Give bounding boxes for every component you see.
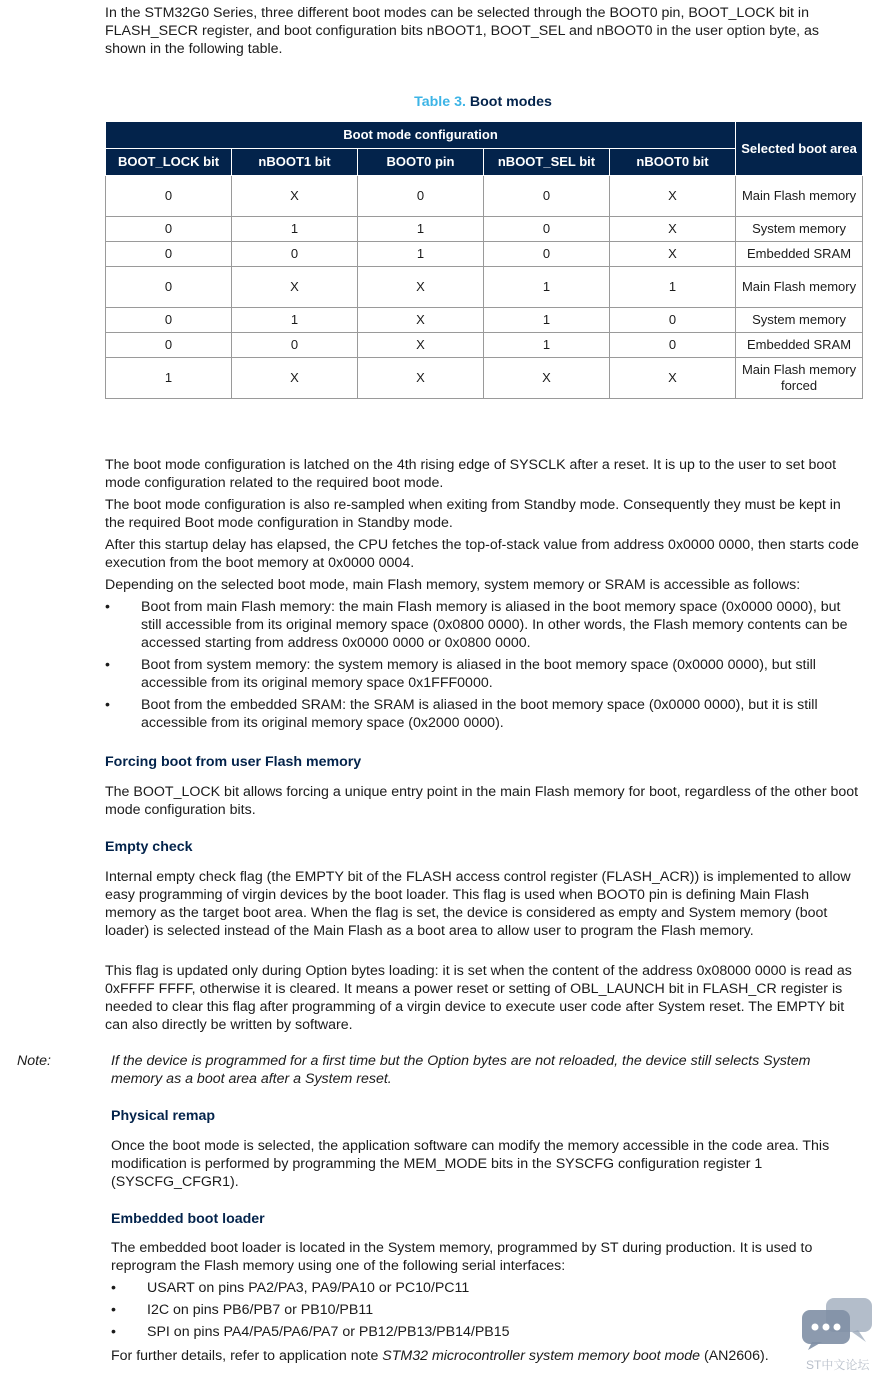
table-cell: System memory — [736, 308, 863, 333]
boot-mode-description — [105, 456, 863, 736]
physical-remap-heading: Physical remap — [111, 1108, 216, 1124]
table-cell: 0 — [232, 242, 358, 267]
table-cell: X — [358, 333, 484, 358]
list-item — [111, 1301, 863, 1319]
paragraph: The boot mode configuration is also re-sampled when exiting from Standby mode. Consequently they must be kept in the required Boot mode configuration in Standby mode. — [105, 497, 841, 531]
table-cell: Embedded SRAM — [736, 333, 863, 358]
table-cell: X — [358, 308, 484, 333]
table-cell: Main Flash memory — [736, 176, 863, 217]
table-caption — [105, 93, 861, 111]
table-column-header: nBOOT_SEL bit — [484, 149, 610, 176]
boot-access-list — [105, 598, 863, 732]
list-item — [105, 656, 863, 692]
table-cell: System memory — [736, 217, 863, 242]
table-cell: X — [232, 267, 358, 308]
table-group-header: Boot mode configuration — [106, 122, 736, 149]
list-item — [105, 696, 863, 732]
physical-remap-text: Once the boot mode is selected, the application software can modify the memory accessible in the code area. This modification is performed by programming the MEM_MODE bits in the SYSCFG configuration register 1 (SYSCFG_CFGR1). — [111, 1138, 830, 1190]
table-cell: X — [610, 242, 736, 267]
table-cell: 0 — [358, 176, 484, 217]
table-cell: 0 — [106, 333, 232, 358]
list-item-text: Boot from main Flash memory: the main Flash memory is aliased in the boot memory space (0x0000 0000), but still accessible from its original memory space (0x0800 0000). In other words, the Flash memory contents can be accessed starting from address 0x0000 0000 or 0x0800 0000. — [141, 599, 848, 651]
table-cell: Main Flash memory — [736, 267, 863, 308]
empty-check-paragraph-1: Internal empty check flag (the EMPTY bit of the FLASH access control register (FLASH_ACR)) is implemented to allow easy programming of virgin devices by the boot loader. This flag is used when BOOT0 pin is defining Main Flash memory as the target boot area. When the flag is set, the device is considered as empty and System memory (boot loader) is selected instead of the Main Flash as a boot area to allow user to program the Flash memory. — [105, 869, 851, 939]
boot-loader-section — [111, 1239, 863, 1365]
table-cell: 1 — [358, 242, 484, 267]
serial-interfaces-list — [111, 1279, 863, 1341]
list-item — [111, 1279, 863, 1297]
paragraph: The boot mode configuration is latched on the 4th rising edge of SYSCLK after a reset. It is up to the user to set boot mode configuration related to the required boot mode. — [105, 457, 837, 491]
boot-loader-heading: Embedded boot loader — [111, 1211, 265, 1227]
table-cell: 1 — [106, 358, 232, 399]
table-cell: X — [232, 176, 358, 217]
note-label: Note: — [17, 1053, 51, 1069]
table-cell: 1 — [610, 267, 736, 308]
table-caption-number: Table 3. — [414, 94, 466, 110]
list-item-text: USART on pins PA2/PA3, PA9/PA10 or PC10/PC11 — [147, 1280, 470, 1296]
table-cell: X — [610, 176, 736, 217]
note-text: If the device is programmed for a first time but the Option bytes are not reloaded, the device still selects System memory as a boot area after a System reset. — [111, 1053, 811, 1087]
table-row — [106, 242, 863, 267]
table-cell: X — [358, 358, 484, 399]
table-cell: 0 — [484, 176, 610, 217]
table-cell: 1 — [484, 333, 610, 358]
table-cell: 1 — [484, 267, 610, 308]
table-row — [106, 267, 863, 308]
table-area-header: Selected boot area — [736, 122, 863, 176]
empty-check-paragraph-2: This flag is updated only during Option bytes loading: it is set when the content of the address 0x08000 0000 is read as 0xFFFF FFFF, otherwise it is cleared. It means a power reset or setting of OBL_LAUNCH bit in FLASH_CR register is needed to clear this flag after programming of a virgin device to execute user code after System reset. The EMPTY bit can also directly be written by software. — [105, 963, 852, 1033]
table-cell: 1 — [232, 308, 358, 333]
bullet-glyph: • — [105, 599, 110, 615]
intro-paragraph: In the STM32G0 Series, three different boot modes can be selected through the BOOT0 pin, BOOT_LOCK bit in FLASH_SECR register, and boot configuration bits nBOOT1, BOOT_SEL and nBOOT0 in the user option byte, as shown in the following table. — [105, 5, 819, 57]
bullet-glyph: • — [111, 1302, 116, 1318]
table-cell: X — [358, 267, 484, 308]
list-item-text: Boot from system memory: the system memory is aliased in the boot memory space (0x0000 0000), but still accessible from its original memory space 0x1FFF0000. — [141, 657, 816, 691]
table-caption-title: Boot modes — [469, 94, 552, 110]
table-cell: X — [484, 358, 610, 399]
table-cell: 0 — [232, 333, 358, 358]
forcing-boot-text: The BOOT_LOCK bit allows forcing a unique entry point in the main Flash memory for boot, regardless of the other boot mode configuration bits. — [105, 784, 859, 818]
table-row — [106, 358, 863, 399]
table-cell: 0 — [610, 308, 736, 333]
table-cell: 0 — [106, 267, 232, 308]
table-cell: 0 — [106, 217, 232, 242]
table-cell: Main Flash memory forced — [736, 358, 863, 399]
table-cell: X — [232, 358, 358, 399]
boot-loader-text: The embedded boot loader is located in the System memory, programmed by ST during production. It is used to reprogram the Flash memory using one of the following serial interfaces: — [111, 1240, 813, 1274]
table-cell: 0 — [484, 217, 610, 242]
bullet-glyph: • — [111, 1280, 116, 1296]
paragraph: After this startup delay has elapsed, the CPU fetches the top-of-stack value from address 0x0000 0000, then starts code execution from the boot memory at 0x0000 0004. — [105, 537, 859, 571]
table-cell: 1 — [484, 308, 610, 333]
list-item-text: I2C on pins PB6/PB7 or PB10/PB11 — [147, 1302, 374, 1318]
table-cell: 0 — [106, 176, 232, 217]
forcing-boot-heading: Forcing boot from user Flash memory — [105, 754, 362, 770]
list-item-text: SPI on pins PA4/PA5/PA6/PA7 or PB12/PB13/PB14/PB15 — [147, 1324, 510, 1340]
paragraph: Depending on the selected boot mode, main Flash memory, system memory or SRAM is accessible as follows: — [105, 577, 801, 593]
further-details-prefix: For further details, refer to application note — [111, 1348, 383, 1364]
further-details — [111, 1347, 863, 1365]
bullet-glyph: • — [105, 657, 110, 673]
empty-check-heading: Empty check — [105, 839, 193, 855]
list-item-text: Boot from the embedded SRAM: the SRAM is aliased in the boot memory space (0x0000 0000), but it is still accessible from its original memory space (0x2000 0000). — [141, 697, 818, 731]
table-row — [106, 308, 863, 333]
table-cell: 0 — [106, 308, 232, 333]
table-row — [106, 217, 863, 242]
boot-modes-table — [105, 121, 863, 399]
list-item — [105, 598, 863, 652]
table-cell: X — [610, 358, 736, 399]
table-column-header: nBOOT1 bit — [232, 149, 358, 176]
chat-bubble-icon[interactable] — [800, 1296, 874, 1350]
table-row — [106, 333, 863, 358]
forum-watermark: ST中文论坛 — [806, 1358, 870, 1372]
table-cell: 1 — [358, 217, 484, 242]
list-item — [111, 1323, 863, 1341]
table-cell: 0 — [610, 333, 736, 358]
bullet-glyph: • — [105, 697, 110, 713]
table-cell: 1 — [232, 217, 358, 242]
further-details-suffix: (AN2606). — [700, 1348, 769, 1364]
table-cell: 0 — [106, 242, 232, 267]
table-cell: X — [610, 217, 736, 242]
table-cell: 0 — [484, 242, 610, 267]
table-column-header: BOOT_LOCK bit — [106, 149, 232, 176]
bullet-glyph: • — [111, 1324, 116, 1340]
table-row — [106, 176, 863, 217]
table-column-header: nBOOT0 bit — [610, 149, 736, 176]
table-column-header: BOOT0 pin — [358, 149, 484, 176]
table-cell: Embedded SRAM — [736, 242, 863, 267]
app-note-reference: STM32 microcontroller system memory boot mode — [382, 1348, 701, 1364]
